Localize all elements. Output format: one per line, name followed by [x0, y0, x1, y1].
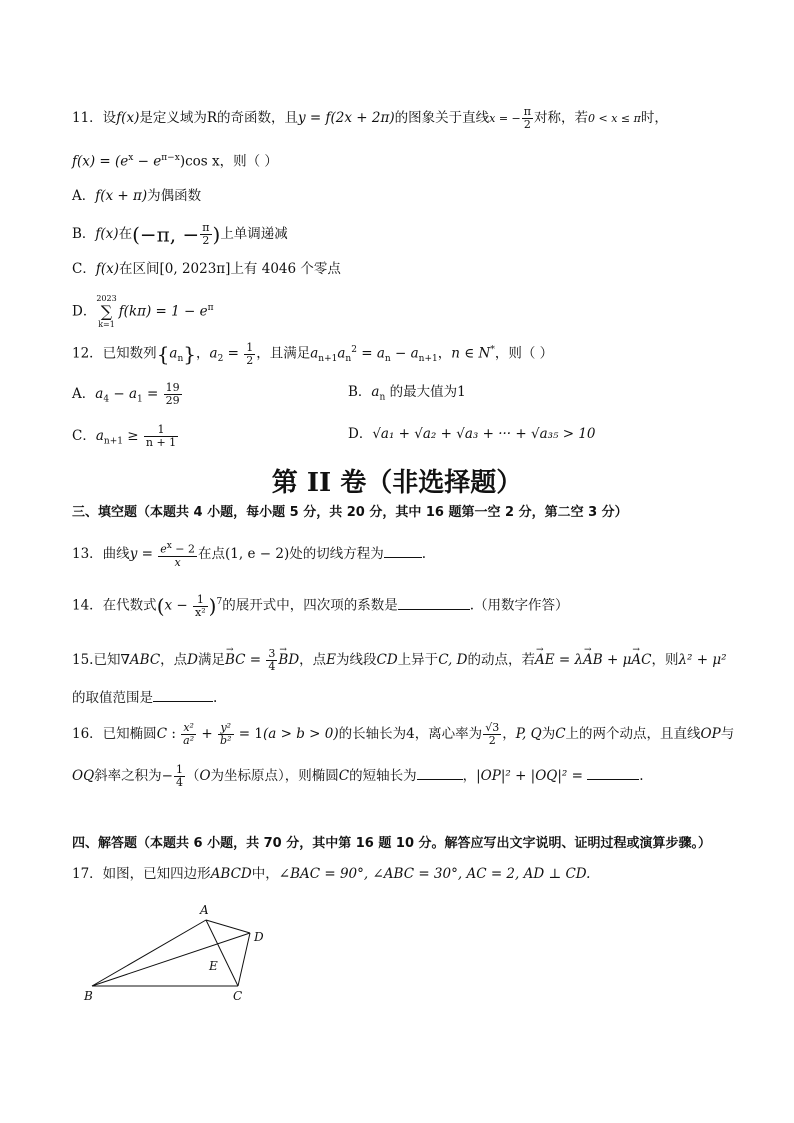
q14: 14．在代数式(x − $\frac{1}{\text{x²}}$ )$^7$的展开式中，四次项的系数是 .（用数字作答）: [72, 592, 569, 619]
q13: 13．曲线y = $\frac{e^x - 2}{x}$ 在点(1, e − 2)处的切线方程为 .: [72, 541, 427, 569]
q16-answer-blank-1[interactable]: [417, 779, 463, 780]
q12-option-d: D．√a₁ + √a₂ + √a₃ + ··· + √a₃₅ > 10: [348, 426, 596, 442]
section4-heading: 四、解答题（本题共 6 小题，共 70 分，其中第 16 题 10 分。解答应写出文字说明、证明过程或演算步骤。）: [72, 836, 712, 851]
q13-answer-blank[interactable]: [384, 557, 422, 558]
q12-stem: 12．已知数列$\{a_n\}$，$a_2$ = $\frac{1}{2}$ ，且满足$a_{n+1}a_n^2 = a_n - a_{n+1}$，n ∈ N*，则（ ）: [72, 340, 554, 367]
part2-title: 第 II 卷（非选择题）: [271, 468, 523, 498]
q16-line1: 16．已知椭圆C : $\frac{\text{x²}}{\text{a²}}$ + $\frac{\text{y²}}{\text{b²}}$ = 1(a > b > 0)的长轴长为4，离心率为 $\frac{√3}{2}$ ，P, Q为C上的两个动点，且直线OP与: [72, 721, 735, 747]
q11-option-d: D．2023 ∑ $k=1f(k\pi) = 1 - e^\pi$: [72, 294, 214, 329]
q16-line2: OQ斜率之积为− $\frac{1}{4}$ （O为坐标原点），则椭圆C的短轴长为 ，|OP|² + |OQ|² = .: [72, 763, 644, 789]
q11-option-c: C．f(x)在区间[0, 2023π]上有 4046 个零点: [72, 261, 341, 277]
label-E: E: [209, 959, 218, 973]
q11-option-a: A．f(x + π)为偶函数: [72, 188, 202, 204]
q12-option-b: B．$a_n$ 的最大值为1: [348, 384, 466, 403]
label-D: D: [254, 930, 264, 944]
quadrilateral-figure: [80, 900, 280, 1010]
q17-stem: 17．如图，已知四边形ABCD中，∠BAC = 90°, ∠ABC = 30°, AC = 2, AD ⊥ CD.: [72, 866, 591, 882]
segment-AC: [206, 920, 238, 986]
label-B: B: [84, 989, 93, 1003]
q16-answer-blank-2[interactable]: [587, 779, 639, 780]
q14-answer-blank[interactable]: [398, 609, 470, 610]
label-A: A: [200, 903, 209, 917]
q11-stem-line2: $f(x) = (e^x - e^{\pi-x})\cos$ x，则（ ）: [72, 153, 278, 170]
q11-option-b: B．f(x)在(−π, − $\frac{\pi}{2}$ )上单调递减: [72, 221, 288, 247]
segment-AD: [206, 920, 250, 933]
summation-symbol: 2023 ∑ k=1: [96, 294, 117, 329]
q12-option-a: A．$a_4 - a_1$ = $\frac{19}{29}$: [72, 381, 180, 407]
q15-line2: 的取值范围是 .: [72, 690, 218, 706]
q15-line1: 15.已知∇ABC，点D满足→ BC = $\frac{3}{4}$ → BD，点E为线段CD上异于C, D的动点，若→ AE = λ→ AB + μ→ AC，则λ² + μ²: [72, 648, 727, 673]
segment-BD: [92, 933, 250, 986]
q15-answer-blank[interactable]: [153, 701, 213, 702]
q12-option-c: C．$a_{n+1}$ ≥ $\frac{1}{n + 1}$: [72, 423, 177, 449]
section3-heading: 三、填空题（本题共 4 小题，每小题 5 分，共 20 分，其中 16 题第一空 2 分，第二空 3 分）: [72, 505, 628, 520]
q11-stem-line1: 11．设f(x)是定义域为R的奇函数，且y = f(2x + 2π)的图象关于直线x = − $\frac{\pi}{2}$ 对称，若0 < x ≤ π时，: [72, 105, 668, 131]
label-C: C: [233, 989, 243, 1003]
segment-CD: [238, 933, 250, 986]
